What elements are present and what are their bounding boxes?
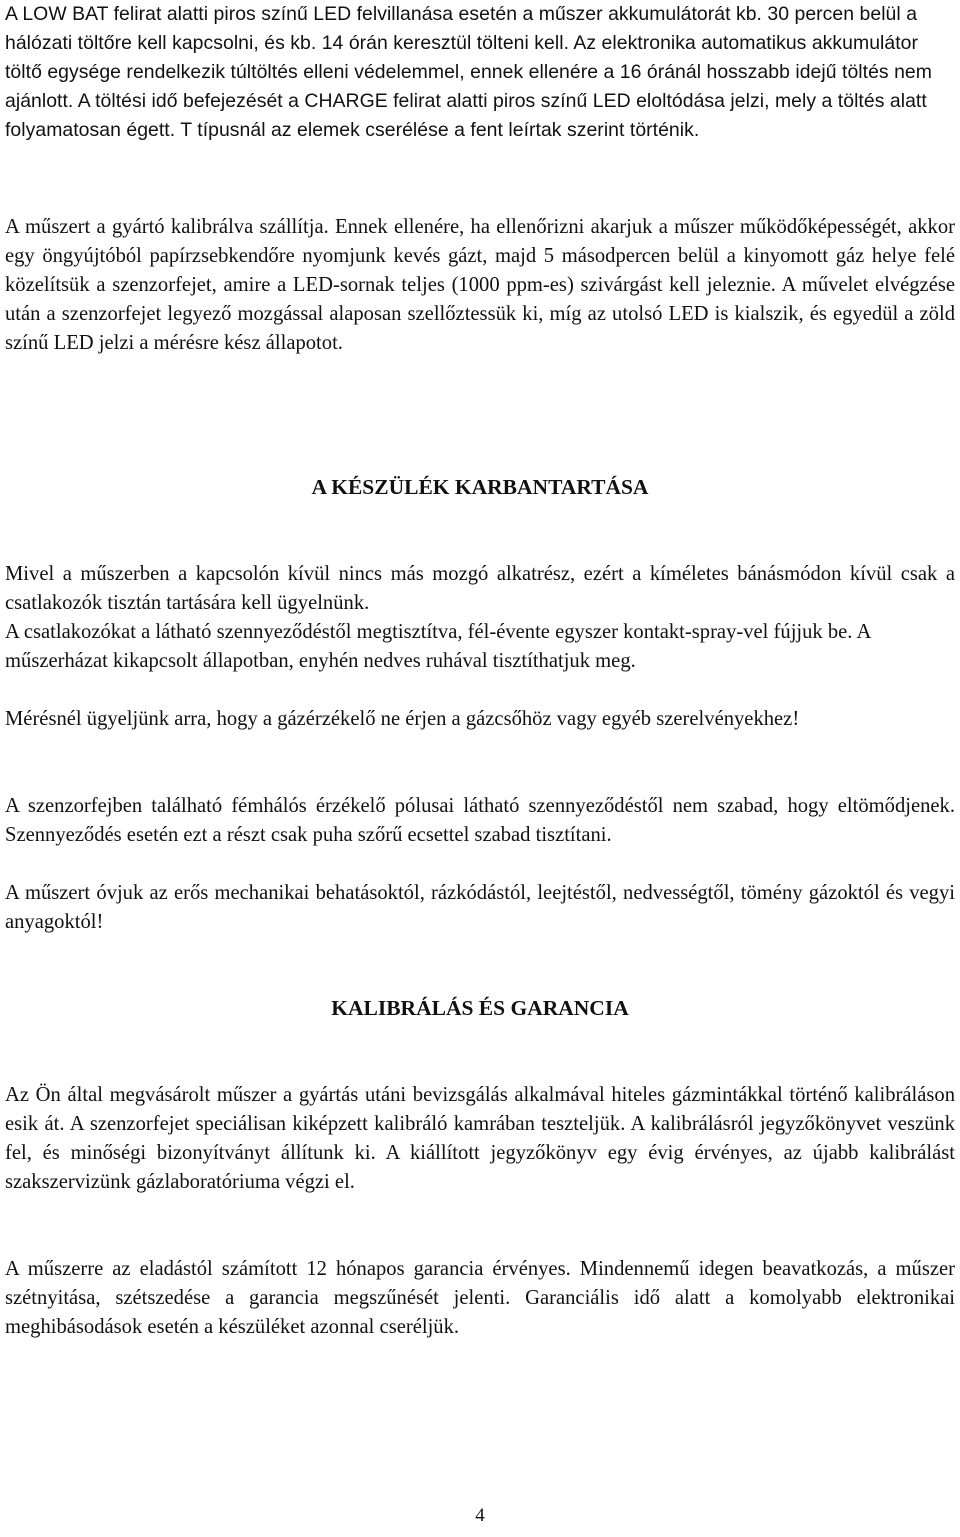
paragraph-maintenance-intro: Mivel a műszerben a kapcsolón kívül nincs más mozgó alkatrész, ezért a kíméletes bánásmódon kívül csak a csatlakozók tisztán tartására kell ügyelnünk. bbox=[5, 563, 955, 614]
paragraph-calibration: Az Ön által megvásárolt műszer a gyártás utáni bevizsgálás alkalmával hiteles gázmintákkal történő kalibráláson esik át. A szenzorfejet speciálisan kiképzett kalibráló kamrában teszteljük. A kalibrálásról jegyzőkönyvet veszünk fel, és minőségi bizonyítványt állítunk ki. A kiállított jegyzőkönyv egy évig érvényes, az újabb kalibrálást szakszervizünk gázlaboratóriuma végzi el. bbox=[5, 1084, 955, 1193]
page-number: 4 bbox=[475, 1505, 485, 1526]
paragraph-warranty: A műszerre az eladástól számított 12 hónapos garancia érvényes. Mindennemű idegen beavatkozás, a műszer szétnyitása, szétszedése a garancia megszűnését jelenti. Garanciális idő alatt a komolyabb elektronikai meghibásodások esetén a készüléket azonnal cseréljük. bbox=[5, 1258, 955, 1338]
paragraph-battery-charging: A LOW BAT felirat alatti piros színű LED felvillanása esetén a műszer akkumulátorát kb. 30 percen belül a hálózati töltőre kell kapcsolni, és kb. 14 órán keresztül tölteni kell. Az elektronika automatikus akkumulátor töltő egysége rendelkezik túltöltés elleni védelemmel, ennek ellenére a 16 óránál hosszabb idejű töltés nem ajánlott. A töltési idő befejezését a CHARGE felirat alatti piros színű LED eloltódása jelzi, mely a töltés alatt folyamatosan égett. T típusnál az elemek cserélése a fent leírtak szerint történik. bbox=[5, 3, 932, 141]
document-page bbox=[5, 0, 955, 1537]
heading-calibration-warranty: KALIBRÁLÁS ÉS GARANCIA bbox=[331, 996, 629, 1020]
paragraph-connector-cleaning: A csatlakozókat a látható szennyeződéstől megtisztítva, fél-évente egyszer kontakt-spray-vel fújjuk be. A műszerházat kikapcsolt állapotban, enyhén nedves ruhával tisztíthatjuk meg. bbox=[5, 621, 871, 672]
heading-maintenance: A KÉSZÜLÉK KARBANTARTÁSA bbox=[311, 475, 649, 499]
paragraph-factory-calibration-check: A műszert a gyártó kalibrálva szállítja. Ennek ellenére, ha ellenőrizni akarjuk a műszer működőképességét, akkor egy öngyújtóból papírzsebkendőre nyomjunk kevés gázt, majd 5 másodpercen belül a kinyomott gáz helye felé közelítsük a szenzorfejet, amire a LED-sornak teljes (1000 ppm-es) szivárgást kell jeleznie. A művelet elvégzése után a szenzorfejet legyező mozgással alaposan szellőztessük ki, míg az utolsó LED is kialszik, és egyedül a zöld színű LED jelzi a mérésre kész állapotot. bbox=[5, 216, 955, 354]
paragraph-device-protection: A műszert óvjuk az erős mechanikai behatásoktól, rázkódástól, leejtéstől, nedvességtől, tömény gázoktól és vegyi anyagoktól! bbox=[5, 882, 955, 933]
paragraph-sensor-head-cleaning: A szenzorfejben található fémhálós érzékelő pólusai látható szennyeződéstől nem szabad, hogy eltömődjenek. Szennyeződés esetén ezt a részt csak puha szőrű ecsettel szabad tisztítani. bbox=[5, 795, 955, 846]
paragraph-measurement-caution: Mérésnél ügyeljünk arra, hogy a gázérzékelő ne érjen a gázcsőhöz vagy egyéb szerelvényekhez! bbox=[5, 708, 800, 730]
